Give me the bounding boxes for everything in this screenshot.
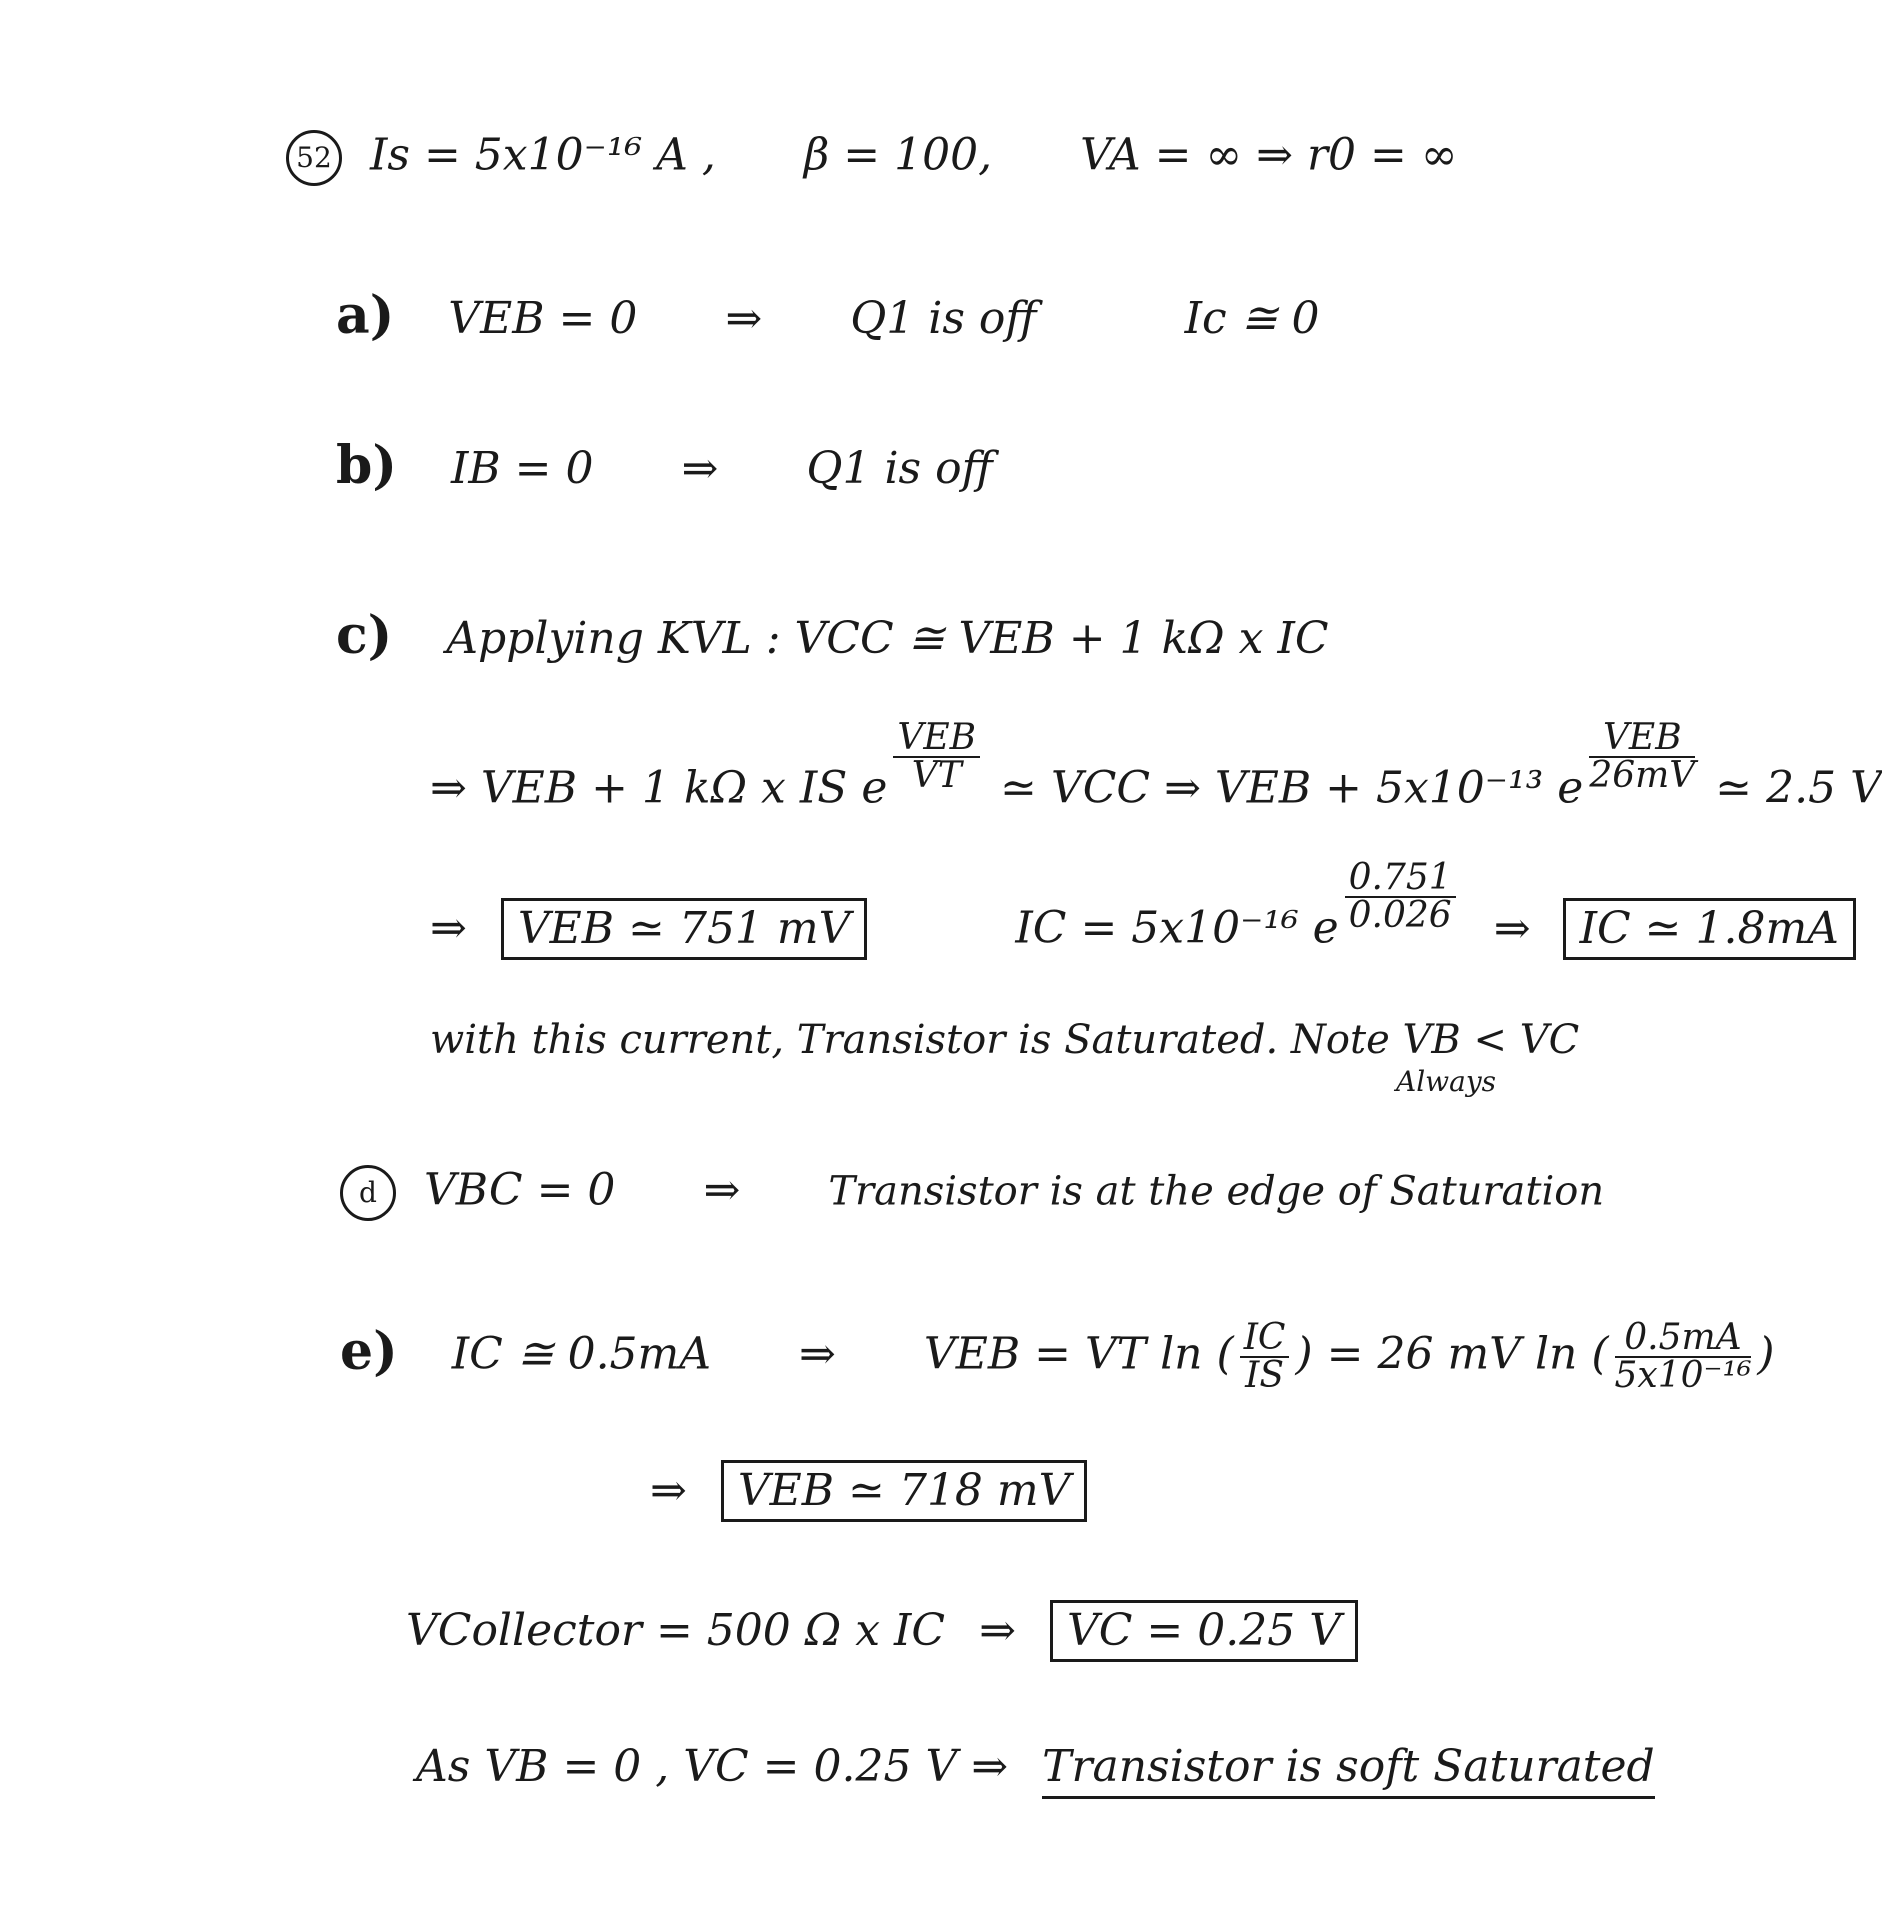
part-c-ic-box: IC ≃ 1.8mA [1563, 898, 1856, 960]
part-a-result: Q1 is off [850, 293, 1037, 344]
part-c-kvl-text: Applying KVL : VCC ≅ VEB + 1 kΩ x IC [446, 613, 1329, 664]
part-e-frac2-num: 0.5mA [1615, 1320, 1752, 1358]
part-c-exp1-num: VEB [893, 720, 980, 758]
part-e-paren2-open: ( [1591, 1328, 1609, 1380]
part-c-eq1-mid: ≃ VCC ⇒ VEB + 5x10⁻¹³ e [1000, 762, 1584, 814]
part-c-arrow: ⇒ [430, 902, 467, 954]
part-c-ic-exp-den: 0.026 [1348, 895, 1452, 936]
part-e-paren2-close: ) [1757, 1328, 1775, 1380]
part-e-frac1 [1240, 1317, 1290, 1396]
part-d-result: Transistor is at the edge of Saturation [828, 1168, 1605, 1215]
part-e-conclusion-left: As VB = 0 , VC = 0.25 V ⇒ [416, 1741, 1009, 1792]
part-b-condition: IB = 0 [450, 443, 594, 494]
part-b-label: b) [336, 435, 397, 496]
part-e-veb-eq: VEB = VT ln [923, 1328, 1203, 1380]
part-e-frac1-num: IC [1240, 1320, 1290, 1358]
part-a-arrow: ⇒ [725, 293, 763, 344]
part-c-veb-box: VEB ≃ 751 mV [501, 898, 868, 960]
part-e-label: e) [340, 1320, 398, 1382]
part-a-label: a) [336, 285, 395, 346]
part-c-always: Always [1396, 1065, 1497, 1098]
part-e-vc-box: VC = 0.25 V [1050, 1600, 1358, 1662]
part-c-results [430, 857, 1856, 960]
part-c-note-text: with this current, Transistor is Saturated. Note VB < VC [430, 1017, 1580, 1063]
problem-header [286, 130, 1458, 186]
part-c-ic-exp-num: 0.751 [1345, 860, 1456, 898]
part-c-arrow-2: ⇒ [1493, 902, 1531, 954]
part-c-eq1-right: ≃ 2.5 V [1715, 762, 1882, 814]
part-c-exp2-num: VEB [1589, 720, 1695, 758]
part-e-mid: = 26 mV ln [1326, 1328, 1578, 1380]
given-beta: β = 100, [803, 129, 993, 181]
part-a-condition: VEB = 0 [448, 293, 638, 344]
part-c-kvl [336, 605, 1329, 666]
part-a [336, 285, 1320, 346]
part-e-paren-close: ) [1295, 1328, 1313, 1380]
part-c-exp1-den: VT [911, 755, 962, 796]
part-e-conclusion [416, 1741, 1655, 1792]
part-e-arrow: ⇒ [799, 1328, 836, 1380]
part-c-eq1-left: ⇒ VEB + 1 kΩ x IS e [430, 762, 888, 814]
part-d-label: d [340, 1165, 396, 1221]
part-e [340, 1317, 1775, 1396]
given-is: Is = 5x10⁻¹⁶ A , [370, 129, 716, 181]
part-c-note-always [1396, 1065, 1497, 1098]
part-b-result: Q1 is off [806, 443, 993, 494]
part-a-extra: Ic ≅ 0 [1184, 293, 1320, 344]
part-e-frac1-den: IS [1245, 1355, 1285, 1396]
part-d-condition: VBC = 0 [424, 1164, 616, 1216]
part-e-arrow-3: ⇒ [979, 1605, 1016, 1656]
part-c-label: c) [336, 605, 393, 666]
part-e-veb-box: VEB ≃ 718 mV [721, 1460, 1088, 1522]
part-e-conclusion-right: Transistor is soft Saturated [1042, 1741, 1655, 1799]
part-b [336, 435, 993, 496]
part-c-exp1 [893, 717, 980, 796]
part-e-condition: IC ≅ 0.5mA [451, 1328, 712, 1380]
part-c-exp2 [1589, 717, 1696, 796]
part-c-exp2-den: 26mV [1589, 755, 1696, 796]
part-d-arrow: ⇒ [703, 1164, 741, 1216]
part-d [340, 1165, 1604, 1221]
part-c-ic-expr: IC = 5x10⁻¹⁶ e [1015, 902, 1339, 954]
part-c-ic-exp [1345, 857, 1456, 936]
part-c-eq1 [430, 717, 1882, 814]
part-e-vcollector [406, 1600, 1358, 1662]
part-e-frac2 [1614, 1317, 1752, 1396]
part-e-arrow-2: ⇒ [650, 1465, 687, 1516]
part-b-arrow: ⇒ [681, 443, 719, 494]
part-e-frac2-den: 5x10⁻¹⁶ [1614, 1355, 1752, 1396]
given-va: VA = ∞ ⇒ r0 = ∞ [1080, 129, 1458, 181]
part-e-vcol: VCollector = 500 Ω x IC [406, 1605, 946, 1656]
part-e-veb-result [650, 1460, 1087, 1522]
part-c-note [430, 1017, 1580, 1063]
problem-number: 52 [286, 130, 342, 186]
part-e-paren-open: ( [1216, 1328, 1234, 1380]
